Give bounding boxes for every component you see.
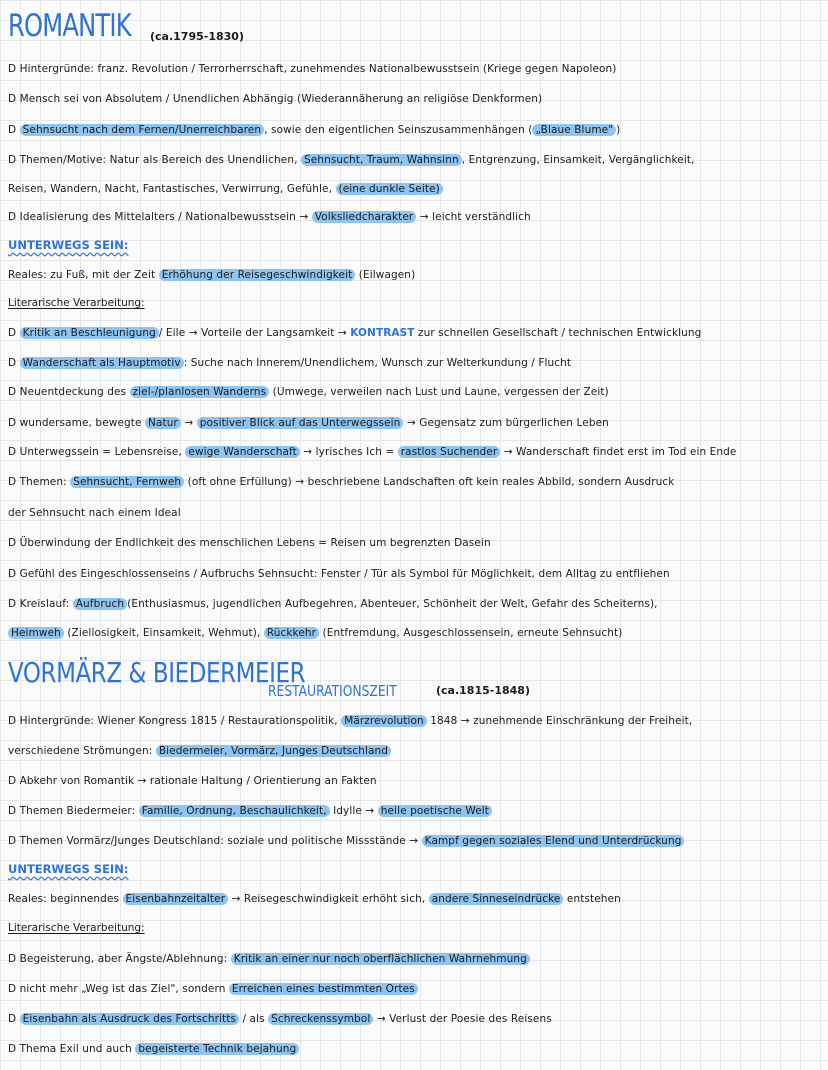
highlight: positiver Blick auf das Unterwegssein — [197, 417, 404, 429]
highlight: (eine dunkle Seite) — [336, 183, 443, 195]
bullet: D — [8, 357, 17, 369]
romantik-line-17 — [8, 597, 826, 611]
highlight: Eisenbahn als Ausdruck des Fortschritts — [20, 1013, 239, 1025]
highlight: Schreckenssymbol — [268, 1013, 373, 1025]
highlight: Wanderschaft als Hauptmotiv — [20, 357, 184, 369]
text: , Entgrenzung, Einsamkeit, Vergänglichkeit, — [461, 154, 695, 166]
romantik-line-13 — [8, 475, 826, 489]
text: (Umwege, verweilen nach Lust und Laune, vergessen der Zeit) — [272, 386, 609, 398]
romantik-line-11 — [8, 416, 826, 430]
text: verschiedene Strömungen: — [8, 745, 153, 757]
text: D Thema Exil und auch — [8, 1043, 132, 1055]
text: Idylle → — [333, 805, 375, 817]
text: D Kreislauf: — [8, 598, 70, 610]
highlight: heile poetische Welt — [378, 805, 492, 817]
romantik-line-6 — [8, 210, 826, 224]
vormaerz-line-3: D Abkehr von Romantik → rationale Haltung / Orientierung an Fakten — [8, 775, 377, 787]
text: Reales: beginnendes — [8, 893, 120, 905]
text: (Entfremdung, Ausgeschlossensein, erneute Sehnsucht) — [322, 627, 623, 639]
text: , sowie den eigentlichen Seinszusammenhängen ( — [264, 124, 533, 136]
romantik-line-8 — [8, 326, 826, 340]
text: ) — [616, 124, 621, 136]
highlight: ewige Wanderschaft — [185, 446, 299, 458]
highlight: Familie, Ordnung, Beschaulichkeit, — [139, 805, 330, 817]
highlight: Rückkehr — [264, 627, 319, 639]
highlight: Sehnsucht nach dem Fernen/Unerreichbaren — [20, 124, 264, 136]
romantik-line-10 — [8, 385, 826, 399]
romantik-line-1: D Hintergründe: franz. Revolution / Terrorherrschaft, zunehmendes Nationalbewusstsein (Kriege gegen Napoleon) — [8, 63, 617, 75]
text: D Themen: — [8, 476, 67, 488]
highlight: Heimweh — [8, 627, 64, 639]
romantik-line-2: D Mensch sei von Absolutem / Unendlichen Abhängig (Wiederannäherung an religiöse Denkformen) — [8, 93, 543, 105]
highlight: Märzrevolution — [341, 715, 427, 727]
vormaerz-line-8 — [8, 982, 826, 996]
highlight: Kritik an Beschleunigung — [20, 327, 159, 339]
bullet: D — [8, 327, 17, 339]
text: : Suche nach Innerem/Unendlichem, Wunsch zur Welterkundung / Flucht — [183, 357, 572, 369]
highlight: Aufbruch — [73, 598, 127, 610]
vormaerz-line-2 — [8, 744, 826, 758]
highlight: begeisterte Technik bejahung — [135, 1043, 299, 1055]
highlight: Natur — [145, 417, 181, 429]
vormaerz-line-5 — [8, 834, 826, 848]
vormaerz-line-6 — [8, 892, 826, 906]
text: 1848 → zunehmende Einschränkung der Freiheit, — [430, 715, 693, 727]
text: (Ziellosigkeit, Einsamkeit, Wehmut), — [67, 627, 261, 639]
vormaerz-literarische-heading: Literarische Verarbeitung: — [8, 922, 145, 934]
highlight: Erreichen eines bestimmten Ortes — [229, 983, 418, 995]
vormaerz-unterwegs-heading: UNTERWEGS SEIN: — [8, 862, 129, 876]
text: D Themen/Motive: Natur als Bereich des Unendlichen, — [8, 154, 298, 166]
vormaerz-line-1 — [8, 714, 826, 728]
text: → Wanderschaft findet erst im Tod ein Ende — [503, 446, 737, 458]
highlight: rastlos Suchender — [398, 446, 501, 458]
highlight: Sehnsucht, Fernweh — [70, 476, 184, 488]
bullet: D — [8, 124, 17, 136]
romantik-line-16: D Gefühl des Eingeschlossenseins / Aufbruchs Sehnsucht: Fenster / Tür als Symbol für Möglichkeit, dem Alltag zu entfliehen — [8, 568, 670, 580]
text: (Enthusiasmus, jugendlichen Aufbegehren, Abenteuer, Schönheit der Welt, Gefahr des Scheiterns), — [127, 598, 658, 610]
text: → — [184, 417, 194, 429]
text: D Neuentdeckung des — [8, 386, 127, 398]
contrast-word: KONTRAST — [350, 327, 415, 339]
text: / als — [242, 1013, 265, 1025]
text: D wundersame, bewegte — [8, 417, 142, 429]
highlight: Volksliedcharakter — [312, 211, 417, 223]
vormaerz-line-7 — [8, 952, 826, 966]
text: D Begeisterung, aber Ängste/Ablehnung: — [8, 953, 228, 965]
vormaerz-line-9 — [8, 1012, 826, 1026]
romantik-title: ROMANTIK — [8, 8, 131, 44]
highlight: Erhöhung der Reisegeschwindigkeit — [159, 269, 356, 281]
text: / Eile → Vorteile der Langsamkeit → — [158, 327, 347, 339]
vormaerz-subtitle: RESTAURATIONSZEIT — [268, 682, 397, 700]
romantik-line-4 — [8, 153, 826, 167]
highlight: andere Sinneseindrücke — [429, 893, 564, 905]
text: → Gegensatz zum bürgerlichen Leben — [406, 417, 609, 429]
text: → lyrisches Ich = — [303, 446, 395, 458]
text: D Idealisierung des Mittelalters / Nationalbewusstsein → — [8, 211, 309, 223]
romantik-line-18 — [8, 626, 826, 640]
romantik-line-12 — [8, 445, 826, 459]
vormaerz-date: (ca.1815-1848) — [436, 684, 530, 697]
text: → leicht verständlich — [419, 211, 531, 223]
highlight: „Blaue Blume" — [532, 124, 616, 136]
text: D Hintergründe: Wiener Kongress 1815 / Restaurationspolitik, — [8, 715, 338, 727]
text: Reales: zu Fuß, mit der Zeit — [8, 269, 156, 281]
highlight: Biedermeier, Vormärz, Junges Deutschland — [156, 745, 391, 757]
highlight: Kampf gegen soziales Elend und Unterdrückung — [422, 835, 685, 847]
romantik-line-3 — [8, 123, 826, 137]
vormaerz-line-10 — [8, 1042, 826, 1056]
text: → Verlust der Poesie des Reisens — [376, 1013, 552, 1025]
text: (oft ohne Erfüllung) → beschriebene Landschaften oft kein reales Abbild, sondern Ausdruck — [187, 476, 675, 488]
romantik-literarische-heading: Literarische Verarbeitung: — [8, 297, 145, 309]
highlight: Kritik an einer nur noch oberflächlichen Wahrnehmung — [231, 953, 530, 965]
text: D Themen Biedermeier: — [8, 805, 136, 817]
romantik-date: (ca.1795-1830) — [150, 30, 244, 43]
romantik-line-5 — [8, 182, 826, 196]
text: entstehen — [566, 893, 621, 905]
text: Reisen, Wandern, Nacht, Fantastisches, Verwirrung, Gefühle, — [8, 183, 333, 195]
text: D Unterwegssein = Lebensreise, — [8, 446, 182, 458]
text: (Eilwagen) — [358, 269, 416, 281]
text: D nicht mehr „Weg ist das Ziel", sondern — [8, 983, 226, 995]
text: zur schnellen Gesellschaft / technischen Entwicklung — [418, 327, 702, 339]
highlight: Eisenbahnzeitalter — [123, 893, 229, 905]
romantik-line-9 — [8, 356, 826, 370]
text: D Themen Vormärz/Junges Deutschland: soziale und politische Missstände → — [8, 835, 419, 847]
romantik-line-15: D Überwindung der Endlichkeit des menschlichen Lebens = Reisen um begrenzten Dasein — [8, 537, 491, 549]
highlight: ziel-/planlosen Wanderns — [130, 386, 270, 398]
vormaerz-line-4 — [8, 804, 826, 818]
text: → Reisegeschwindigkeit erhöht sich, — [231, 893, 426, 905]
romantik-unterwegs-heading: UNTERWEGS SEIN: — [8, 238, 129, 252]
vormaerz-title: VORMÄRZ & BIEDERMEIER — [8, 656, 306, 689]
romantik-line-7 — [8, 268, 826, 282]
bullet: D — [8, 1013, 17, 1025]
romantik-line-14: der Sehnsucht nach einem Ideal — [8, 507, 181, 519]
highlight: Sehnsucht, Traum, Wahnsinn — [301, 154, 462, 166]
